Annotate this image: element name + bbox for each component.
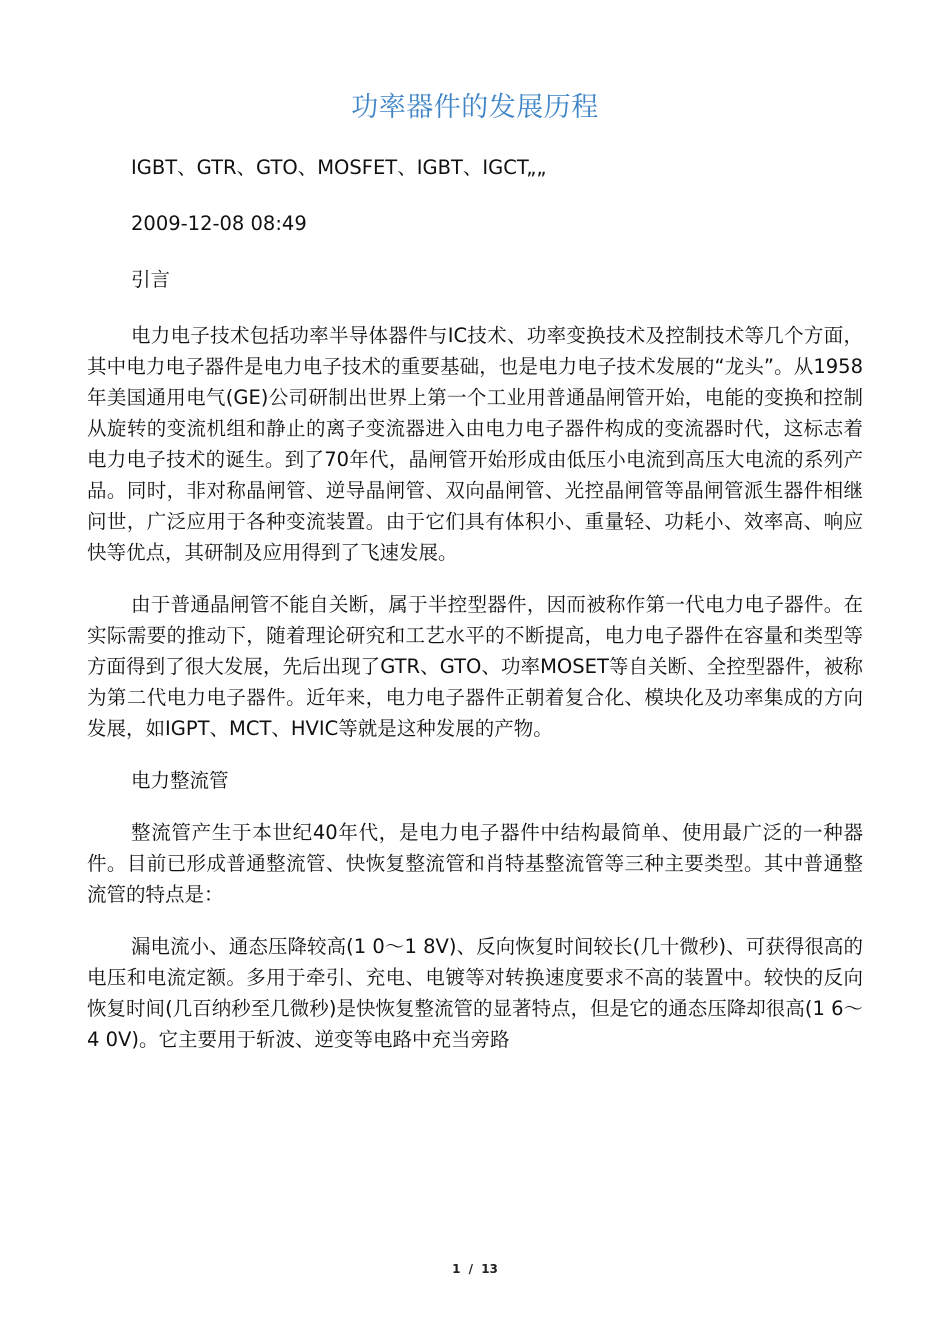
heading-intro: 引言	[131, 268, 171, 291]
document-subtitle: IGBT、GTR、GTO、MOSFET、IGBT、IGCT„„	[131, 156, 547, 179]
page-separator: /	[468, 1262, 474, 1276]
page-total: 13	[481, 1262, 498, 1276]
page-number	[0, 1262, 950, 1276]
page-current: 1	[452, 1262, 461, 1276]
document-title: 功率器件的发展历程	[351, 92, 599, 123]
paragraph-3: 整流管产生于本世纪40年代，是电力电子器件中结构最简单、使用最广泛的一种器件。目前已形成普通整流管、快恢复整流管和肖特基整流管等三种主要类型。其中普通整流管的特点是：	[87, 821, 863, 906]
paragraph-1: 电力电子技术包括功率半导体器件与IC技术、功率变换技术及控制技术等几个方面，其中电力电子器件是电力电子技术的重要基础，也是电力电子技术发展的“龙头”。从1958年美国通用电气(GE)公司研制出世界上第一个工业用普通晶闸管开始，电能的变换和控制从旋转的变流机组和静止的离子变流器进入由电力电子器件构成的变流器时代，这标志着电力电子技术的诞生。到了70年代，晶闸管开始形成由低压小电流到高压大电流的系列产品。同时，非对称晶闸管、逆导晶闸管、双向晶闸管、光控晶闸管等晶闸管派生器件相继问世，广泛应用于各种变流装置。由于它们具有体积小、重量轻、功耗小、效率高、响应快等优点，其研制及应用得到了飞速发展。	[87, 324, 863, 564]
heading-rectifier: 电力整流管	[131, 769, 229, 792]
document-body	[87, 152, 863, 1055]
paragraph-2: 由于普通晶闸管不能自关断，属于半控型器件，因而被称作第一代电力电子器件。在实际需要的推动下，随着理论研究和工艺水平的不断提高，电力电子器件在容量和类型等方面得到了很大发展，先后出现了GTR、GTO、功率MOSET等自关断、全控型器件，被称为第二代电力电子器件。近年来，电力电子器件正朝着复合化、模块化及功率集成的方向发展，如IGPT、MCT、HVIC等就是这种发展的产物。	[87, 593, 863, 740]
document-date: 2009-12-08 08:49	[131, 212, 307, 235]
paragraph-4: 漏电流小、通态压降较高(1 0～1 8V)、反向恢复时间较长(几十微秒)、可获得很高的电压和电流定额。多用于牵引、充电、电镀等对转换速度要求不高的装置中。较快的反向恢复时间(几百纳秒至几微秒)是快恢复整流管的显著特点，但是它的通态压降却很高(1 6～4 0V)。它主要用于斩波、逆变等电路中充当旁路	[87, 935, 863, 1051]
